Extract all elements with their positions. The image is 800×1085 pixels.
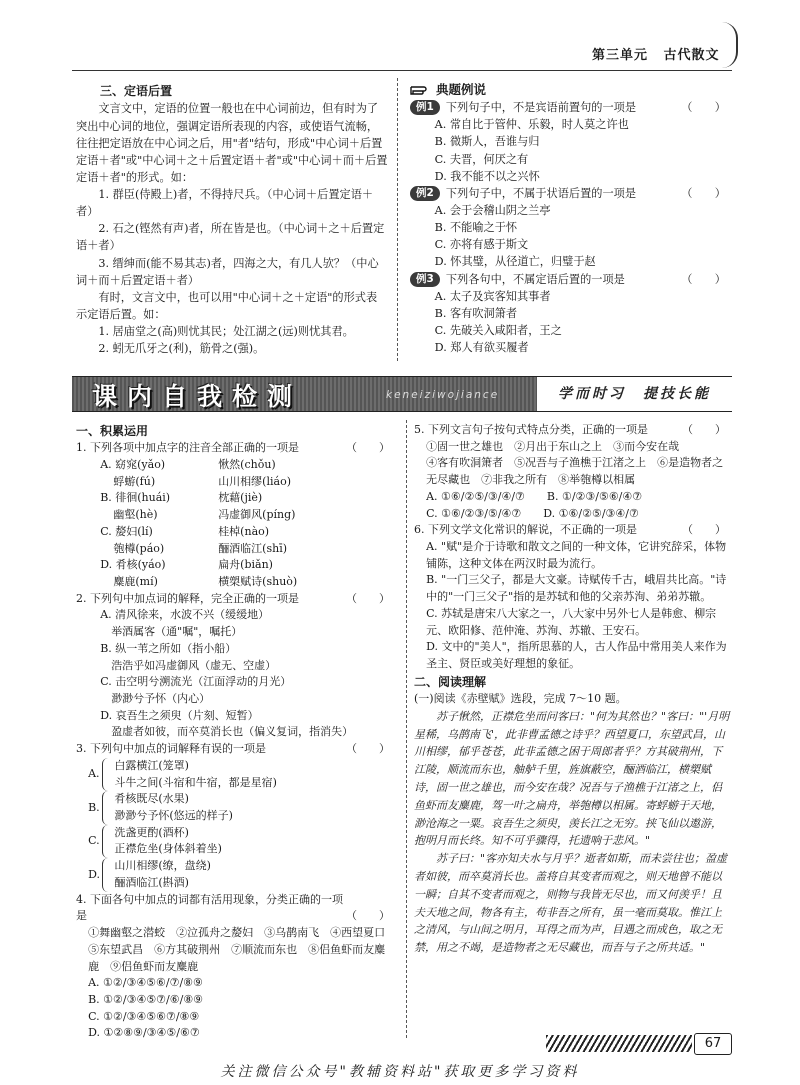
- section-heading: 一、积累运用: [76, 424, 149, 438]
- brace-icon: [102, 858, 111, 891]
- paragraph: 文言文中，定语的位置一般也在中心词前边，但有时为了突出中心词的地位，强调定语所表现的内容，或使语气流畅，往往把定语放在中心词之后，用"者"结句，形成"中心词＋后置定语＋者"或"中心词＋之＋后置定语＋者"或"中心词＋而＋后置定语＋者"的形式。如：: [76, 102, 388, 184]
- exercise-right-column: [414, 422, 732, 957]
- answer-parens: （ ）: [346, 441, 390, 455]
- example-badge: 例1: [410, 100, 440, 115]
- option-cell: 山川相缪(liáo): [218, 474, 291, 488]
- answer-parens: （ ）: [681, 101, 726, 115]
- page-number-area: [546, 1033, 732, 1055]
- example-stem: 下列句子中，不是宾语前置句的一项是: [445, 101, 637, 115]
- option: A. ①⑥/②⑤/③/④/⑦ B. ①/②③/⑤⑥/④⑦: [426, 489, 643, 503]
- option: D. 哀吾生之须臾（片刻、短暂）: [100, 708, 259, 722]
- option-grid: [76, 457, 396, 591]
- header-curve: [720, 22, 738, 68]
- answer-parens: （ ）: [346, 909, 390, 923]
- column-divider: [406, 420, 407, 1038]
- exercise-left-column: [76, 422, 396, 1042]
- decorative-stripes: [546, 1035, 692, 1052]
- option-line: 渺渺兮予怀(悠远的样子): [114, 809, 233, 823]
- option-line: 正襟危坐(身体斜着坐): [114, 842, 222, 856]
- left-top-column: [76, 82, 388, 357]
- option: 举酒属客（通"嘱"，嘱托）: [111, 625, 243, 639]
- option: B. 纵一苇之所如（指小船）: [100, 641, 237, 655]
- option-cell: 匏樽(páo): [113, 541, 165, 555]
- option: C. 亦将有感于斯文: [434, 238, 529, 252]
- option-line: 白露横江(笼罩): [114, 758, 189, 772]
- option: C. 夫晋，何厌之有: [434, 152, 529, 166]
- passage-paragraph: 苏子曰："客亦知夫水与月乎？逝者如斯，而未尝往也；盈虚者如彼，而卒莫消长也。盖将自其变者而观之，则天地曾不能以一瞬；自其不变者而观之，则物与我皆无尽也，而又何羡乎！且夫天地之间，物各有主，苟非吾之所有，虽一毫而莫取。惟江上之清风，与山间之明月，耳得之而为声，目遇之而成色，取之无禁，用之不竭，是造物者之无尽藏也，而吾与子之所共适。": [414, 852, 728, 955]
- brace-option: [76, 825, 396, 858]
- option-cell: 冯虚御风(píng): [218, 508, 296, 522]
- unit-title: 古代散文: [663, 48, 720, 63]
- question-stem: 6. 下列文学文化常识的解说，不正确的一项是 （ ）: [414, 522, 732, 539]
- option: B. 微斯人，吾谁与归: [434, 135, 540, 149]
- option-cell: A. 窈窕(yǎo): [100, 457, 166, 471]
- passage-paragraph: 苏子愀然，正襟危坐而问客曰："何为其然也？"客曰："'月明星稀，乌鹊南飞'，此非曹孟德之诗乎？西望夏口，东望武昌，山川相缪，郁乎苍苍，此非孟德之困于周郎者乎？方其破荆州，下江陵，顺流而东也，舳舻千里，旌旗蔽空，酾酒临江，横槊赋诗，固一世之雄也，而今安在哉？况吾与子渔樵于江渚之上，侣鱼虾而友麋鹿，驾一叶之扁舟，举匏樽以相属。寄蜉蝣于天地，渺沧海之一粟。哀吾生之须臾，羡长江之无穷。挟飞仙以遨游，抱明月而长终。知不可乎骤得，托遗响于悲风。": [414, 709, 730, 848]
- option: D. 我不能不以之兴怀: [434, 169, 540, 183]
- option: A. 常自比于管仲、乐毅，时人莫之许也: [434, 118, 629, 132]
- option-label: C.: [88, 834, 100, 848]
- option: 浩浩乎如冯虚御风（虚无、空虚）: [111, 658, 277, 672]
- paragraph: 1. 群臣(侍殿上)者，不得持尺兵。（中心词＋后置定语＋者）: [76, 188, 374, 219]
- question-stem: 3. 下列句中加点的词解释有误的一项是 （ ）: [76, 741, 396, 758]
- option-line: 肴核既尽(水果): [114, 792, 189, 806]
- option-line: 洗盏更酌(酒杯): [114, 825, 189, 839]
- option-cell: 扁舟(biǎn): [218, 558, 273, 572]
- brace-option: [76, 791, 396, 824]
- example-block: [410, 271, 732, 357]
- option-label: D.: [88, 867, 101, 881]
- pointing-hand-icon: [410, 84, 432, 96]
- banner-title: 课内自我检测: [92, 382, 303, 411]
- option-cell: 桂棹(nào): [218, 524, 270, 538]
- paragraph: 有时，文言文中，也可以用"中心词＋之＋定语"的形式表示定语后置。如：: [76, 290, 378, 322]
- paragraph: 1. 居庙堂之(高)则忧其民；处江湖之(远)则忧其君。: [98, 325, 354, 339]
- example-block: [410, 99, 732, 185]
- typical-examples-title: 典题例说: [436, 82, 487, 97]
- option: A. 会于会稽山阴之兰亭: [434, 203, 551, 217]
- option-label: B.: [88, 800, 100, 814]
- option: D. 文中的"美人"，指所思慕的人，古人作品中常用美人来作为圣主、贤臣或美好理想的象征。: [426, 640, 727, 671]
- typical-examples-heading: [410, 80, 732, 99]
- option-cell: 幽壑(hè): [113, 508, 158, 522]
- example-block: [410, 185, 732, 271]
- footer-note: 关注微信公众号"教辅资料站"获取更多学习资料: [220, 1064, 580, 1080]
- option: D. ①②⑧⑨/③④⑤/⑥⑦: [88, 1026, 200, 1040]
- option: C. ①②/③④⑤⑥⑦/⑧⑨: [88, 1009, 200, 1023]
- option: D. 郑人有欲买履者: [434, 341, 529, 355]
- section-heading-attributive: 三、定语后置: [100, 84, 173, 98]
- paragraph: 3. 缙绅而(能不易其志)者，四海之大，有几人欤？（中心词＋而＋后置定语＋者）: [76, 256, 379, 287]
- brace-option: [76, 858, 396, 891]
- example-badge: 例2: [410, 186, 440, 201]
- option: D. 怀其璧，从径道亡，归璧于赵: [434, 255, 596, 269]
- option-line: 酾酒临江(斟酒): [114, 875, 189, 889]
- answer-parens: （ ）: [682, 523, 726, 537]
- answer-parens: （ ）: [681, 186, 726, 200]
- brace-icon: [102, 825, 111, 858]
- example-stem: 下列各句中，不属定语后置的一项是: [445, 272, 625, 286]
- question-stem: 1. 下列各项中加点字的注音全部正确的一项是 （ ）: [76, 440, 396, 457]
- answer-parens: （ ）: [346, 591, 390, 605]
- option: B. 客有吹洞箫者: [434, 306, 518, 320]
- option-cell: C. 嫠妇(lí): [100, 524, 153, 538]
- option: A. 清风徐来，水波不兴（缓缓地）: [100, 608, 270, 622]
- answer-parens: （ ）: [346, 742, 390, 756]
- option-cell: 横槊赋诗(shuò): [218, 574, 298, 588]
- answer-parens: （ ）: [682, 423, 726, 436]
- option: C. 苏轼是唐宋八大家之一，八大家中另外七人是韩愈、柳宗元、欧阳修、范仲淹、苏洵、苏辙、王安石。: [426, 606, 717, 637]
- question-stem: 5. 下列文言句子按句式特点分类，正确的一项是 （ ）: [414, 422, 732, 439]
- paragraph: 2. 蚓无爪牙之(利)，筋骨之(强)。: [98, 342, 265, 356]
- option: A. 太子及宾客知其事者: [434, 289, 551, 303]
- paragraph: 2. 石之(铿然有声)者，所在皆是也。（中心词＋之＋后置定语＋者）: [76, 222, 385, 253]
- option-cell: D. 肴核(yáo): [100, 558, 166, 572]
- option: 渺渺兮予怀（内心）: [111, 692, 211, 706]
- option-label: A.: [88, 767, 100, 781]
- option: B. 不能喻之于怀: [434, 221, 518, 235]
- option-cell: 蜉蝣(fú): [113, 474, 156, 488]
- option-cell: B. 徘徊(huái): [100, 491, 171, 505]
- example-stem: 下列句子中，不属于状语后置的一项是: [445, 186, 637, 200]
- option-cell: 枕藉(jiè): [218, 491, 263, 505]
- option-cell: 愀然(chǒu): [218, 457, 276, 471]
- banner-pinyin: keneiziwojiance: [386, 389, 500, 401]
- brace-icon: [102, 791, 111, 824]
- option: 盈虚者如彼，而卒莫消长也（偏义复词，指消失）: [111, 725, 354, 739]
- top-rule: [72, 70, 732, 71]
- sentence-list: ①舞幽壑之潜蛟 ②泣孤舟之嫠妇 ③乌鹊南飞 ④西望夏口 ⑤东望武昌 ⑥方其破荆州 ⑦顺流而东也 ⑧侣鱼虾而友麋鹿 ⑨侣鱼虾而友麋鹿: [88, 926, 397, 973]
- option-line: 斗牛之间(斗宿和牛宿，都是星宿): [114, 775, 277, 789]
- page-number: 67: [694, 1033, 732, 1055]
- unit-label: 第三单元: [592, 48, 649, 63]
- answer-parens: （ ）: [681, 272, 726, 286]
- option: A. "赋"是介于诗歌和散文之间的一种文体，它讲究辞采，体物铺陈，这种文体在两汉时最为流行。: [426, 540, 727, 570]
- brace-option: [76, 758, 396, 791]
- sentence-list: ④客有吹洞箫者 ⑤况吾与子渔樵于江渚之上 ⑥是造物者之无尽藏也 ⑦非我之所有 ⑧举匏樽以相属: [426, 456, 724, 487]
- self-check-banner: [72, 376, 732, 412]
- option: A. ①②/③④⑤⑥/⑦/⑧⑨: [88, 976, 203, 990]
- option-cell: 麋鹿(mí): [113, 574, 158, 588]
- column-divider: [397, 78, 398, 361]
- option-cell: 酾酒临江(shī): [218, 541, 288, 555]
- sentence-list: ①固一世之雄也 ②月出于东山之上 ③而今安在哉: [426, 439, 680, 453]
- option: B. ①②/③④⑤⑦/⑥/⑧⑨: [88, 992, 204, 1006]
- right-top-column: [410, 80, 732, 356]
- question-stem: 2. 下列句中加点词的解释，完全正确的一项是 （ ）: [76, 591, 396, 608]
- option: C. 击空明兮溯流光（江面浮动的月光）: [100, 675, 292, 689]
- option: B. "一门三父子，都是大文豪。诗赋传千古，峨眉共比高。"诗中的"一门三父子"指的是苏轼和他的父亲苏洵、弟弟苏辙。: [426, 573, 727, 604]
- option: C. 先破关入咸阳者，王之: [434, 323, 562, 337]
- question-stem: 4. 下面各句中加点的词都有活用现象，分类正确的一项是 （ ）: [76, 892, 396, 925]
- reading-intro: (一)阅读《赤壁赋》选段，完成 7～10 题。: [414, 692, 627, 706]
- option: C. ①⑥/②③/⑤/④⑦ D. ①⑥/②⑤/③④/⑦: [426, 506, 639, 520]
- option-line: 山川相缪(缭，盘绕): [114, 859, 211, 873]
- brace-icon: [102, 758, 111, 791]
- section-heading: 二、阅读理解: [414, 674, 487, 689]
- example-badge: 例3: [410, 272, 440, 287]
- banner-slogan: 学而时习 提技长能: [537, 377, 732, 411]
- unit-header: [592, 46, 720, 66]
